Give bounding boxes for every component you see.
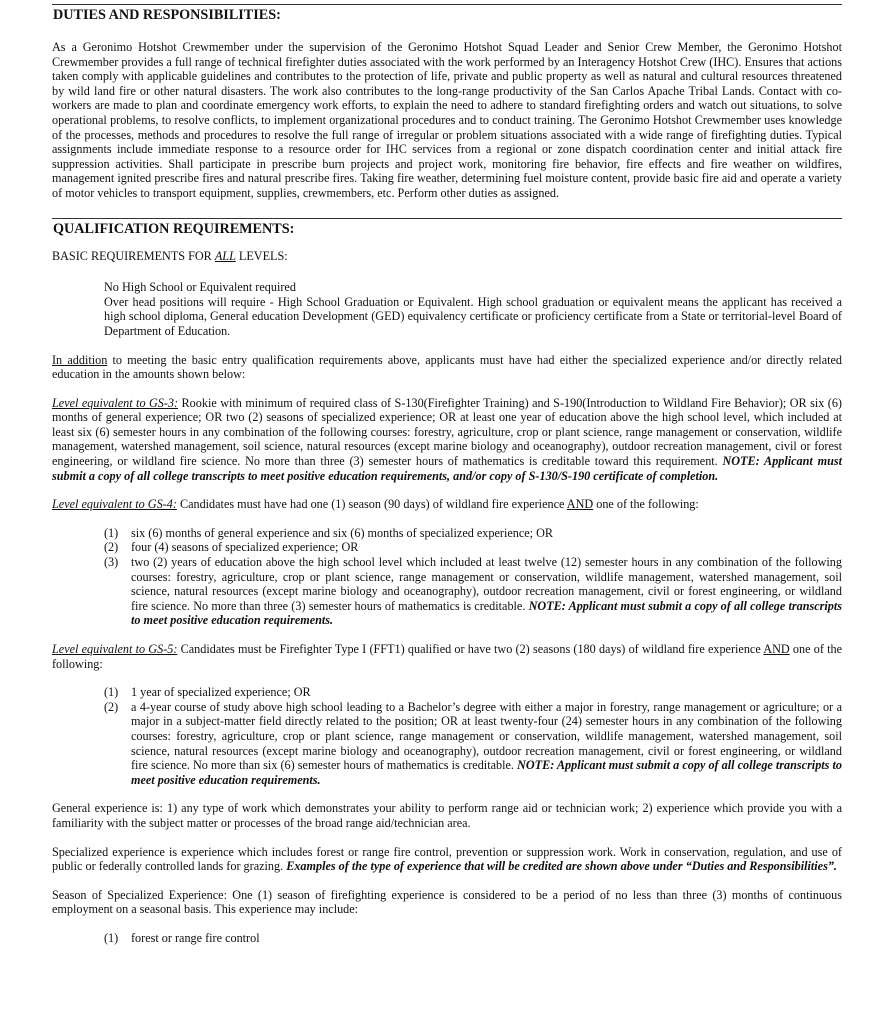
basic-requirement-line: No High School or Equivalent required: [104, 280, 296, 295]
gs3-paragraph: Level equivalent to GS-3: Rookie with minimum of required class of S-130(Firefighter Training) and S-190(Introduction to Wildland Fire Behavior); OR six (6) months of general experience; OR two (2) seasons of specialized experience; OR at least one year of education above the high school level, which included at least six (6) semester hours in any combination of the following courses: forestry, agriculture, crop or plant science, range management or conservation, wildlife management, watershed management, soil science, natural resources (except marine biology and oceanography), outdoor recreation management, civil or forest engineering, or wildland fire science. No more than three (3) semester hours of mathematics is creditable toward this requirement. NOTE: Applicant must submit a copy of all college transcripts to meet positive education requirements, and/or copy of S-130/S-190 certificate of completion.: [52, 395, 842, 483]
qualifications-heading: QUALIFICATION REQUIREMENTS:: [53, 220, 295, 237]
season-list: [52, 931, 842, 946]
gs3-note: NOTE: Applicant must submit a copy of all college transcripts to meet positive education requirements, and/or copy of S-130/S-190 certificate of completion.: [52, 454, 842, 483]
duties-body: As a Geronimo Hotshot Crewmember under the supervision of the Geronimo Hotshot Squad Leader and Senior Crew Member, the Geronimo Hotshot Crewmember provides a full range of technical firefighter duties associated with the work performed by an Interagency Hotshot Crew (IHC). Ensures that actions taken comply with applicable guidelines and contributes to the protection of life, private and public property as well as natural and cultural resources threatened by wild land fire or other natural disasters. The work also contributes to the long-range productivity of the San Carlos Apache Tribal Lands. Contact with co-workers are made to plan and coordinate emergency work efforts, to explain the need to adhere to standard firefighting orders and watch out situations, to solve operational problems, to resolve conflicts, to implement organizational procedures and to conduct training. The Geronimo Hotshot Crewmember uses knowledge of the processes, methods and procedures to resolve the full range of irregular or problem situations associated with a wide range of firefighting duties. Typical assignments include immediate response to a resource order for IHC services from a regional or zone dispatch coordination center and initial attack fire suppression activities. Shall participate in prescribe burn projects and project work, monitoring fire behavior, fire effects and fire weather on wildfires, management ignited prescribe fires and natural prescribe fires. Taking fire weather, determining fuel moisture content, provide basic fire aid and operate a variety of motor vehicles to transport equipment, supplies, crewmembers, etc. Perform other duties as assigned.: [52, 40, 842, 200]
addition-paragraph: In addition to meeting the basic entry qualification requirements above, applicants must have had either the specialized experience and/or directly related education in the amounts shown below:: [52, 352, 842, 382]
gs3-label: Level equivalent to GS-3:: [52, 395, 179, 410]
gs4-label: Level equivalent to GS-4:: [52, 497, 177, 512]
list-item: (1) forest or range fire control: [104, 930, 260, 945]
general-experience-paragraph: General experience is: 1) any type of work which demonstrates your ability to perform range aid or technician work; 2) experience which provide you with a familiarity with the subject matter or processes of the broad range aid/technician area.: [52, 801, 842, 830]
list-item: (2) a 4-year course of study above high school leading to a Bachelor’s degree with either a major in forestry, range management or agriculture; or a major in a subject-matter field directly related to the position; OR at least twenty-four (24) semester hours in any combination of the following courses: forestry, agriculture, crop or plant science, range management or conservation, wildlife management, watershed management, soil science, natural resources (except marine biology and oceanography), outdoor recreation management, civil or forest engineering, or wildland fire science. No more than six (6) semester hours of mathematics is creditable. NOTE: Applicant must submit a copy of all college transcripts to meet positive education requirements.: [104, 699, 842, 787]
section-divider: [52, 4, 842, 5]
all-emphasis: ALL: [214, 248, 236, 263]
gs4-paragraph: Level equivalent to GS-4: Candidates must have had one (1) season (90 days) of wildland fire experience AND one of the following:: [52, 497, 699, 512]
gs4-options-list: [52, 526, 842, 628]
gs5-paragraph: Level equivalent to GS-5: Candidates must be Firefighter Type I (FFT1) qualified or have two (2) seasons (180 days) of wildland fire experience AND one of the following:: [52, 642, 842, 671]
specialized-experience-paragraph: Specialized experience is experience which includes forest or range fire control, prevention or suppression work. Work in conservation, regulation, and use of public or federally controlled lands for grazing. Examples of the type of experience that will be credited are shown above under “Duties and Responsibilities”.: [52, 844, 842, 874]
season-paragraph: Season of Specialized Experience: One (1) season of firefighting experience is considered to be a period of no less than three (3) months of continuous employment on a seasonal basis. This experience may include:: [52, 887, 842, 917]
document-page: [52, 0, 842, 946]
gs5-note: NOTE: Applicant must submit a copy of all college transcripts to meet positive education requirements.: [131, 758, 842, 787]
gs4-note: NOTE: Applicant must submit a copy of all college transcripts to meet positive education requirements.: [131, 598, 842, 628]
duties-heading: DUTIES AND RESPONSIBILITIES:: [53, 7, 281, 23]
basic-requirements-heading: BASIC REQUIREMENTS FOR ALL LEVELS:: [52, 248, 288, 263]
section-divider: [52, 218, 842, 219]
basic-requirements-block: [104, 280, 842, 338]
basic-requirement-line: Over head positions will require - High School Graduation or Equivalent. High school graduation or equivalent means the applicant has received a high school diploma, General education Development (GED) equivalency certificate or proficiency certificate from a State or territorial-level Board of Department of Education.: [104, 294, 842, 338]
list-item: (1) 1 year of specialized experience; OR: [104, 685, 311, 700]
gs5-label: Level equivalent to GS-5:: [52, 642, 178, 656]
specialized-note: Examples of the type of experience that will be credited are shown above under “Duties and Responsibilities”.: [286, 859, 837, 874]
gs5-options-list: [52, 685, 842, 787]
list-item: (3) two (2) years of education above the high school level which included at least twelve (12) semester hours in any combination of the following courses: forestry, agriculture, crop or plant science, range management or conservation, wildlife management, watershed management, soil science, natural resources (except marine biology and oceanography), outdoor recreation management, civil or forest engineering, or wildland fire science. No more than three (3) semester hours of mathematics is creditable. NOTE: Applicant must submit a copy of all college transcripts to meet positive education requirements.: [104, 555, 842, 628]
list-item: (2) four (4) seasons of specialized experience; OR: [104, 540, 359, 555]
list-item: (1) six (6) months of general experience and six (6) months of specialized experience; OR: [104, 525, 554, 540]
